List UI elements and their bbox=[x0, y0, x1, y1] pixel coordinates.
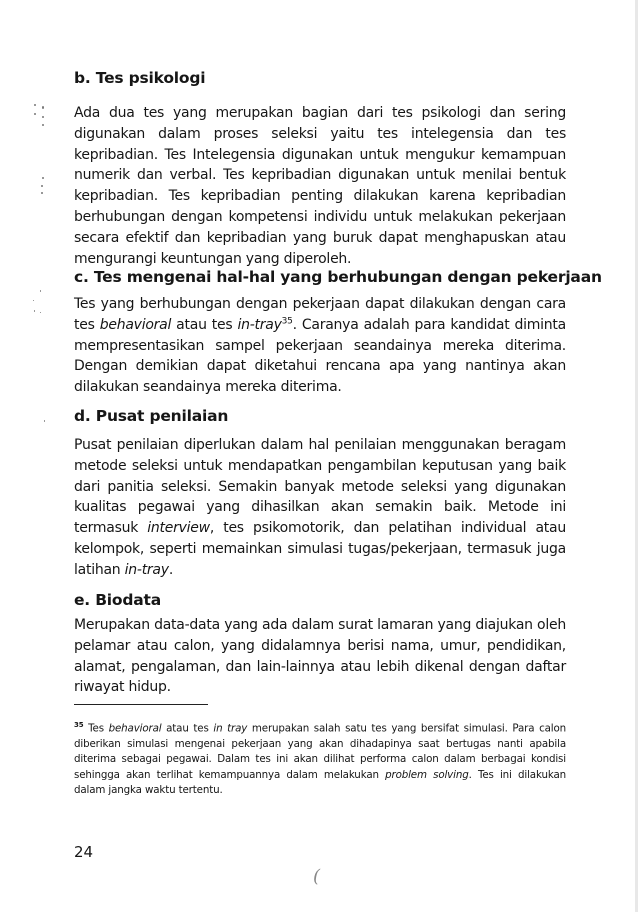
italic-term: in tray bbox=[213, 722, 248, 735]
scan-speck bbox=[42, 177, 44, 179]
scan-speck bbox=[41, 192, 43, 194]
scan-speck bbox=[41, 185, 43, 187]
scan-speck bbox=[42, 106, 44, 109]
italic-term: in-tray bbox=[124, 561, 169, 578]
paragraph-biodata: Merupakan data-data yang ada dalam surat lamaran yang diajukan oleh pelamar atau calon, yang didalamnya berisi nama, umur, pendidikan, alamat, pengalaman, dan lain-lainnya atau lebih dikenal dengan daftar riwayat hidup. bbox=[74, 617, 566, 696]
stray-mark: ( bbox=[313, 866, 321, 887]
scan-speck bbox=[34, 104, 36, 106]
section-heading-pusat-penilaian: d. Pusat penilaian bbox=[74, 407, 229, 425]
page-number: 24 bbox=[74, 843, 94, 861]
paragraph-tes-pekerjaan bbox=[74, 294, 566, 398]
text-run: Pusat penilaian diperlukan dalam hal penilaian menggunakan beragam metode seleksi untuk mendapatkan pengambilan keputusan yang baik dari panitia seleksi. Semakin banyak metode seleksi yang digunakan kualitas pegawai yang dihasilkan akan semakin baik. Metode ini termasuk bbox=[74, 437, 566, 537]
scan-speck bbox=[42, 124, 44, 126]
scan-speck bbox=[42, 116, 44, 118]
text-run: . Tes ini dilakukan dalam jangka waktu tertentu. bbox=[74, 768, 566, 797]
footnote-separator bbox=[74, 704, 208, 705]
text-run: merupakan salah satu tes yang bersifat simulasi. Para calon diberikan simulasi mengenai pekerjaan yang akan dihadapinya saat bertugas nanti apabila diterima sebagai pegawai. Dalam tes ini akan dilihat performa calon dalam berbagai kondisi sehingga akan terlihat kemampuannya dalam melakukan bbox=[74, 722, 566, 781]
italic-term: problem solving bbox=[385, 768, 469, 781]
text-run: atau tes bbox=[161, 722, 214, 735]
scan-speck bbox=[34, 310, 35, 312]
footnote-reference[interactable]: 35 bbox=[281, 316, 293, 327]
section-heading-tes-psikologi: b. Tes psikologi bbox=[74, 69, 206, 87]
italic-term: behavioral bbox=[99, 316, 172, 333]
footnote-35 bbox=[74, 718, 566, 799]
scan-speck bbox=[34, 113, 36, 115]
text-run: , tes psikomotorik, dan pelatihan individual atau kelompok, seperti memainkan simulasi tugas/pekerjaan, termasuk juga latihan bbox=[74, 520, 566, 578]
paragraph-pusat-penilaian bbox=[74, 435, 566, 581]
paragraph-tes-psikologi: Ada dua tes yang merupakan bagian dari tes psikologi dan sering digunakan dalam proses seleksi yaitu tes intelegensia dan tes kepribadian. Tes Intelegensia digunakan untuk mengukur kemampuan numerik dan verbal. Tes kepribadian digunakan untuk menilai bentuk kepribadian. Tes kepribadian penting dilakukan karena kepribadian berhubungan dengan kompetensi individu untuk melakukan pekerjaan secara efektif dan kepribadian yang buruk dapat menghapuskan atau mengurangi keuntungan yang diperoleh. bbox=[74, 105, 566, 267]
text-run: Tes bbox=[83, 722, 109, 735]
scan-speck bbox=[44, 420, 45, 422]
italic-term: in-tray bbox=[237, 316, 282, 333]
scan-speck bbox=[40, 290, 41, 292]
scan-speck bbox=[40, 312, 41, 313]
italic-term: interview bbox=[147, 520, 210, 537]
italic-term: behavioral bbox=[108, 722, 162, 735]
footnote-marker: 35 bbox=[74, 721, 84, 729]
scan-speck bbox=[33, 300, 34, 301]
section-heading-tes-pekerjaan: c. Tes mengenai hal-hal yang berhubungan dengan pekerjaan bbox=[74, 268, 602, 286]
text-run: . Caranya adalah para kandidat diminta mempresentasikan sampel pekerjaan seandainya mereka diterima. Dengan demikian dapat diketahui rencana apa yang nantinya akan dilakukan seandainya mereka diterima. bbox=[74, 316, 566, 396]
section-heading-biodata: e. Biodata bbox=[74, 591, 161, 609]
text-run: Tes yang berhubungan dengan pekerjaan dapat dilakukan dengan cara tes bbox=[74, 296, 566, 333]
text-run: atau tes bbox=[171, 316, 238, 333]
text-run: . bbox=[168, 561, 174, 578]
